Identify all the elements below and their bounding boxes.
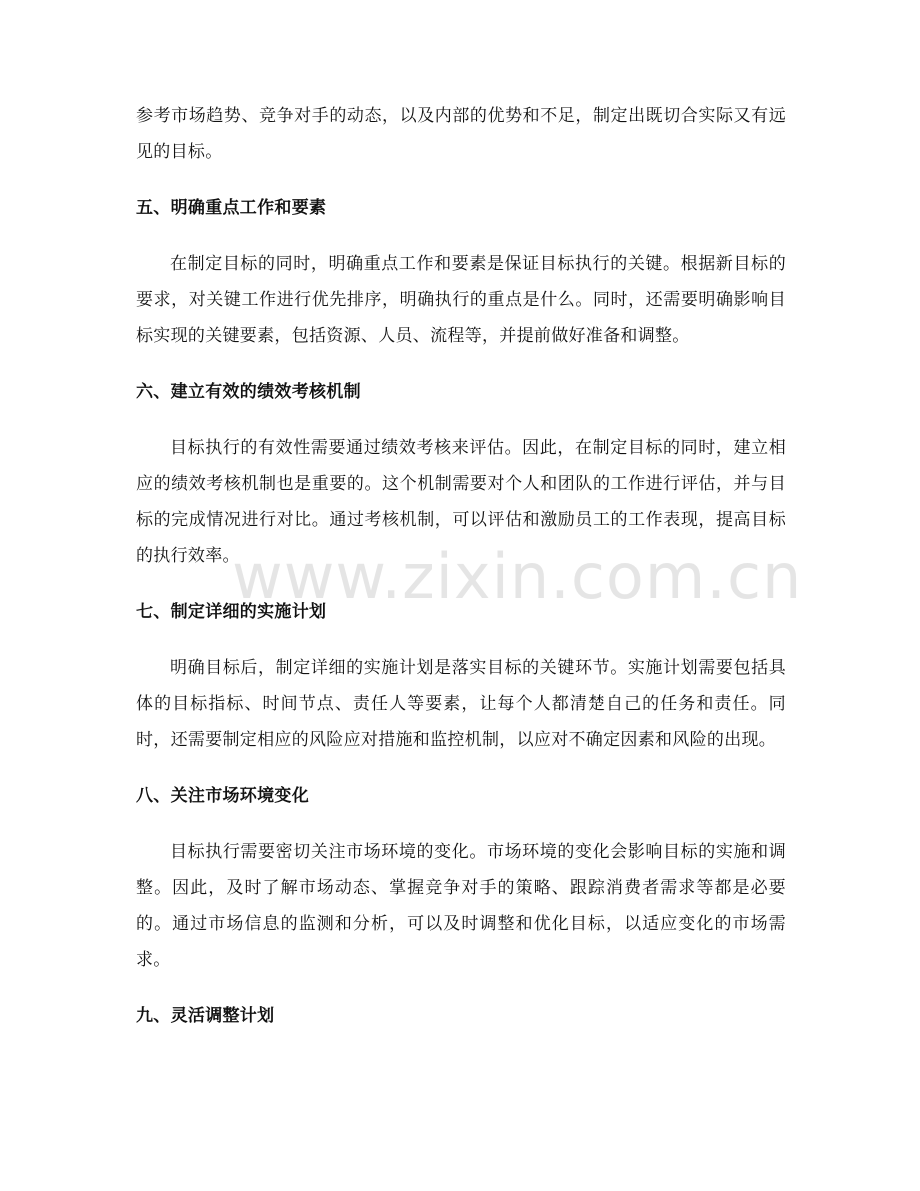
spacer bbox=[136, 410, 786, 430]
section-heading-6: 六、建立有效的绩效考核机制 bbox=[136, 382, 361, 402]
section-heading-8: 八、关注市场环境变化 bbox=[136, 786, 309, 806]
section-heading-9: 九、灵活调整计划 bbox=[136, 1006, 275, 1026]
document-content bbox=[136, 98, 803, 1034]
spacer bbox=[136, 226, 786, 246]
spacer bbox=[136, 170, 786, 190]
section-heading-7: 七、制定详细的实施计划 bbox=[136, 602, 327, 622]
intro-paragraph: 参考市场趋势、竞争对手的动态，以及内部的优势和不足，制定出既切合实际又有远见的目标。 bbox=[136, 106, 786, 162]
spacer bbox=[136, 630, 786, 650]
spacer bbox=[136, 574, 786, 594]
section-body-7: 明确目标后，制定详细的实施计划是落实目标的关键环节。实施计划需要包括具体的目标指标、时间节点、责任人等要素，让每个人都清楚自己的任务和责任。同时，还需要制定相应的风险应对措施和监控机制，以应对不确定因素和风险的出现。 bbox=[136, 658, 786, 750]
spacer bbox=[136, 354, 786, 374]
spacer bbox=[136, 978, 786, 998]
section-heading-5: 五、明确重点工作和要素 bbox=[136, 198, 327, 218]
spacer bbox=[136, 814, 786, 834]
section-body-8: 目标执行需要密切关注市场环境的变化。市场环境的变化会影响目标的实施和调整。因此，及时了解市场动态、掌握竞争对手的策略、跟踪消费者需求等都是必要的。通过市场信息的监测和分析，可以及时调整和优化目标，以适应变化的市场需求。 bbox=[136, 842, 786, 970]
section-body-6: 目标执行的有效性需要通过绩效考核来评估。因此，在制定目标的同时，建立相应的绩效考核机制也是重要的。这个机制需要对个人和团队的工作进行评估，并与目标的完成情况进行对比。通过考核机制，可以评估和激励员工的工作表现，提高目标的执行效率。 bbox=[136, 438, 786, 566]
spacer bbox=[136, 758, 786, 778]
watermark: www.zixin.com.cn bbox=[232, 540, 803, 613]
section-body-5: 在制定目标的同时，明确重点工作和要素是保证目标执行的关键。根据新目标的要求，对关键工作进行优先排序，明确执行的重点是什么。同时，还需要明确影响目标实现的关键要素，包括资源、人员、流程等，并提前做好准备和调整。 bbox=[136, 254, 786, 346]
